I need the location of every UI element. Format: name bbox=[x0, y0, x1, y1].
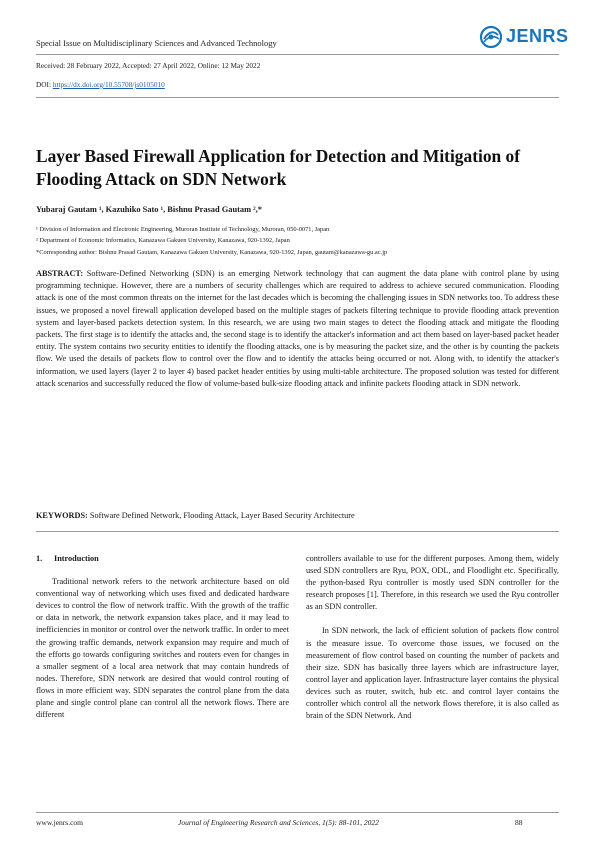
intro-paragraph-1: Traditional network refers to the network architecture based on old conventional way of networking which uses fixed and dedicated hardware devices to control the flow of network traffic. With the growth of the traffic or data in network, the network expansion takes place, and it may lead to inefficiencies in monitor or control over the network traffic. In order to meet the growing traffic demands, network expansion may require and much of the efforts go towards configuring switches and routers even for changes in a smaller segment of a local area network that may contain hundreds of nodes. Therefore, SDN network are desired that would control routing of flows in more efficient way. SDN separates the control plane from the data plane and single control plane can control all the network flows. There are different bbox=[36, 577, 289, 720]
doi-line bbox=[36, 80, 165, 89]
section-heading bbox=[36, 553, 289, 565]
section-title: Introduction bbox=[54, 554, 99, 563]
intro-paragraph-3: In SDN network, the lack of efficient solution of packets flow control is the measure issue. To overcome those issues, we focused on the measurement of flow control based on counting the number of packets and their size. SDN has basically three layers which are infrastructure layer, control layer and application layer. Infrastructure layer contains the physical devices such as router, switch, hub etc. and control layer contains the controller which control all the network flows therefore, it is also called as brain of the SDN Network. And bbox=[306, 626, 559, 721]
doi-label: DOI: bbox=[36, 80, 53, 89]
journal-issue: Special Issue on Multidisciplinary Sciences and Advanced Technology bbox=[36, 38, 277, 48]
right-column bbox=[306, 553, 559, 722]
affiliation-1: ¹ Division of Information and Electronic Engineering, Muroran Institute of Technology, Muroran, 050-0071, Japan bbox=[36, 226, 330, 233]
section-number: 1. bbox=[36, 554, 43, 563]
abstract-text: Software-Defined Networking (SDN) is an emerging Network technology that can augment the data plane with control plane by using programming technique. However, there are a numbers of security challenges which are required to address to achieve secured communication. Flooding attack is one of the most common threats on the internet for the last decades which is becoming the challenging issues in SDN networks too. To address these issues, we proposed a novel firewall application developed based on the multiple stages of packets filtering technique to provide flooding attack prevention system and layer-based packets detection system. In this research, we are using two main stages to detect the flooding attack and mitigate the flooding packets. The first stage is to identify the attacks and, the second stage is to identify the attacker's information and act them based on layer-based packet header entity. The system contains two security entities to identify the flooding attacks, one is by measuring the packet size, and the other is by counting the packets flow. We used the details of packets flow to control over the flow and to identify the attacks being occurred or not. Along with, to identify the attacker's information, we used layers (layer 2 to layer 4) based packet header entities by using multi-table architecture. The proposed solution was tested for different attack scenarios and successfully reduced the flow of volume-based bulk-size flooding attack and infinite packets flooding attack in SDN network. bbox=[36, 269, 559, 388]
footer-journal: Journal of Engineering Research and Sciences, 1(5): 88-101, 2022 bbox=[178, 818, 379, 827]
logo-text: JENRS bbox=[506, 26, 569, 46]
doi-link[interactable]: https://dx.doi.org/10.55708/js0105010 bbox=[52, 80, 165, 89]
jenrs-logo bbox=[478, 24, 568, 50]
keywords bbox=[36, 511, 559, 520]
publication-dates: Received: 28 February 2022, Accepted: 27 April 2022, Online: 12 May 2022 bbox=[36, 61, 261, 70]
intro-paragraph-2: controllers available to use for the different purposes. Among them, widely used SDN controllers are Ryu, POX, ODL, and Floodlight etc. Specifically, the python-based Ryu controller is mostly used SDN controller for the research proposes [1]. Therefore, in this research we used the Ryu controller as an SDN controller. bbox=[306, 554, 559, 612]
abstract bbox=[36, 268, 559, 390]
affiliation-2: ² Department of Economic Informatics, Kanazawa Gakuen University, Kanazawa, 920-1392, Japan bbox=[36, 237, 290, 244]
corresponding-author: *Corresponding author: Bishnu Prasad Gautam, Kanazawa Gakuen University, Kanazawa, 920-1392, Japan, gautam@kanazawa-gu.ac.jp bbox=[36, 249, 388, 256]
header-rule-bottom bbox=[36, 97, 559, 98]
footer-site-link[interactable]: www.jenrs.com bbox=[36, 818, 84, 827]
page-number: 88 bbox=[515, 818, 523, 827]
abstract-label: ABSTRACT: bbox=[36, 269, 84, 278]
header-rule bbox=[36, 54, 559, 55]
paper-title: Layer Based Firewall Application for Detection and Mitigation of Flooding Attack on SDN Network bbox=[36, 146, 521, 189]
logo-icon bbox=[478, 24, 504, 50]
footer-rule bbox=[36, 812, 559, 813]
keywords-label: KEYWORDS: bbox=[36, 511, 88, 520]
author-list: Yubaraj Gautam ¹, Kazuhiko Sato ¹, Bishnu Prasad Gautam ²,* bbox=[36, 205, 262, 214]
keywords-text: Software Defined Network, Flooding Attack, Layer Based Security Architecture bbox=[87, 511, 355, 520]
left-column bbox=[36, 553, 289, 721]
abstract-rule bbox=[36, 531, 559, 532]
